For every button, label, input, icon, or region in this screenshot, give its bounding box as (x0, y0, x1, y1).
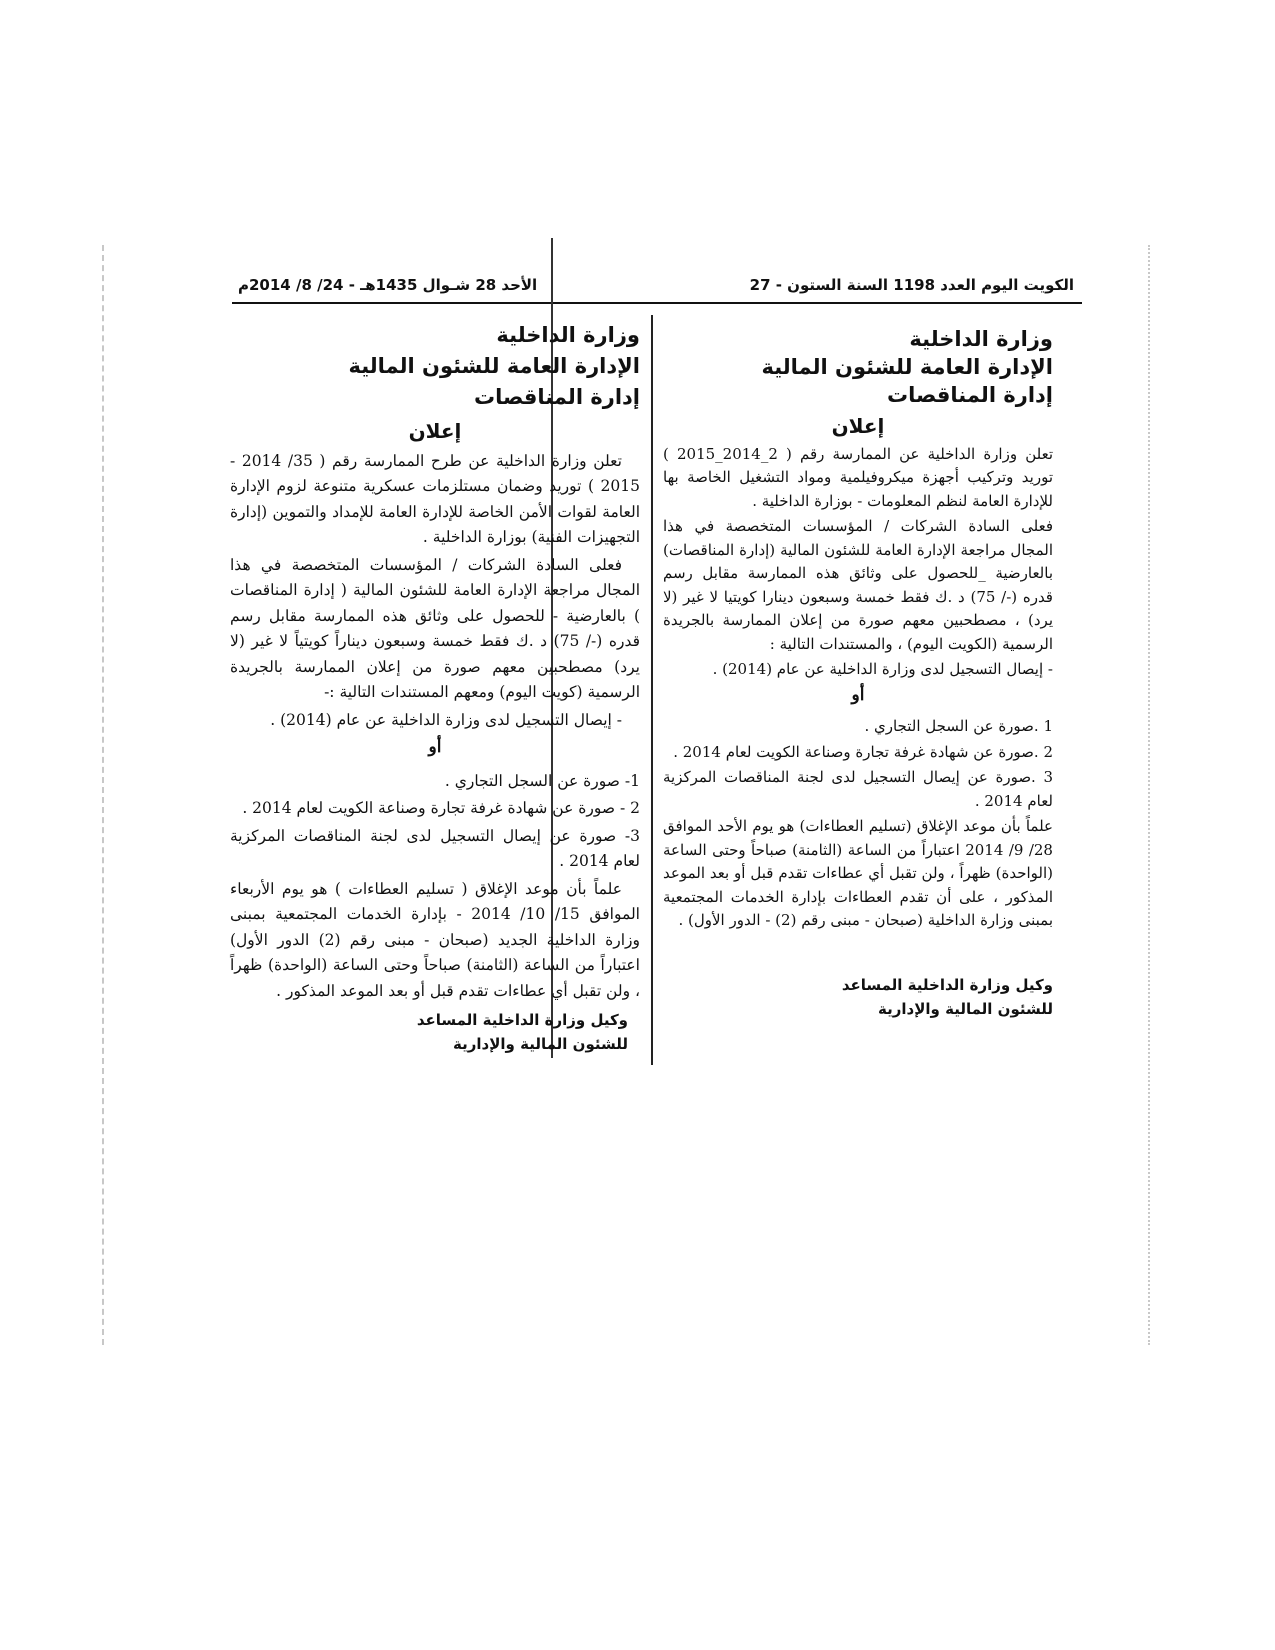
closing-notice: علماً بأن موعد الإغلاق (تسليم العطاءات) هو يوم الأحد الموافق 28/ 9/ 2014 اعتباراً من الساعة (الثامنة) صباحاً وحتى الساعة (الواحدة) ظهراً ، ولن تقبل أي عطاءات تقدم قبل أو بعد الموعد المذكور ، على أن تقدم العطاءات بإدارة الخدمات المجتمعية بمبنى وزارة الداخلية (صبحان - مبنى رقم (2) - الدور الأول) . (663, 817, 1053, 929)
column-divider-secondary (651, 315, 653, 1065)
section-name: إدارة المناقصات (886, 383, 1053, 407)
announcement-title: إعلان (831, 414, 885, 438)
document-item: 1 .صورة عن السجل التجاري . (864, 717, 1053, 735)
or-separator: أو (428, 737, 442, 757)
announcement-right (663, 325, 1053, 1021)
announcement-intro: تعلن وزارة الداخلية عن الممارسة رقم ( 2_2014_2015 ) توريد وتركيب أجهزة ميكروفيلمية ومواد التشغيل الخاصة بها للإدارة العامة لنظم المعلومات - بوزارة الداخلية . (663, 444, 1054, 510)
scan-edge-left (102, 245, 104, 1345)
closing-notice: علماً بأن موعد الإغلاق ( تسليم العطاءات ) هو يوم الأربعاء الموافق 15/ 10/ 2014 - بإدارة الخدمات المجتمعية بمبنى وزارة الداخلية الجديد (صبحان - مبنى رقم (2) الدور الأول) اعتباراً من الساعة (الثامنة) صباحاً وحتى الساعة (الواحدة) ظهراً ، ولن تقبل أي عطاءات تقدم قبل أو بعد الموعد المذكور . (230, 879, 640, 1000)
announcement-left-heading (230, 320, 640, 413)
document-item: 2 - صورة عن شهادة غرفة تجارة وصناعة الكويت لعام 2014 . (242, 799, 640, 817)
header-date: الأحد 28 شـوال 1435هـ - 24/ 8/ 2014م (238, 276, 538, 294)
announcement-body: فعلى السادة الشركات / المؤسسات المتخصصة في هذا المجال مراجعة الإدارة العامة للشئون المالية (إدارة المناقصات) بالعارضية _للحصول على وثائق هذه الممارسة مقابل رسم قدره (-/ 75) د .ك فقط خمسة وسبعون دينارا كويتيا لا غير (لا يرد) ، مصطحبين معهم صورة من إعلان الممارسة بالجريدة الرسمية (الكويت اليوم) ، والمستندات التالية : (663, 517, 1053, 653)
document-item: 3- صورة عن إيصال التسجيل لدى لجنة المناقصات المركزية لعام 2014 . (230, 826, 640, 870)
signature-subtitle: للشئون المالية والإدارية (453, 1035, 628, 1053)
signature-title: وكيل وزارة الداخلية المساعد (416, 1011, 628, 1029)
scan-edge-right (1148, 245, 1150, 1345)
registration-requirement: - إيصال التسجيل لدى وزارة الداخلية عن عام (2014) . (270, 710, 622, 729)
announcement-body: فعلى السادة الشركات / المؤسسات المتخصصة في هذا المجال مراجعة الإدارة العامة للشئون المالية ( إدارة المناقصات ) بالعارضية - للحصول على وثائق هذه الممارسة مقابل رسم قدره (-/ 75) د .ك فقط خمسة وسبعون ديناراً كويتياً لا غير (لا يرد) مصطحبين معهم صورة من إعلان الممارسة بالجريدة الرسمية (كويت اليوم) ومعهم المستندات التالية :- (230, 555, 640, 701)
document-item: 1- صورة عن السجل التجاري . (444, 771, 640, 790)
announcement-title: إعلان (408, 419, 462, 443)
ministry-name: وزارة الداخلية (496, 323, 640, 347)
section-name: إدارة المناقصات (473, 385, 640, 409)
signature-subtitle: للشئون المالية والإدارية (878, 999, 1053, 1018)
signature-block (663, 973, 1053, 1021)
signature-title: وكيل وزارة الداخلية المساعد (841, 975, 1053, 994)
running-header (232, 272, 1082, 304)
announcement-left (230, 320, 640, 1056)
header-publication-info: الكويت اليوم العدد 1198 السنة الستون - 27 (749, 276, 1074, 294)
signature-block (230, 1008, 640, 1056)
registration-requirement: - إيصال التسجيل لدى وزارة الداخلية عن عام (2014) . (712, 660, 1053, 678)
or-separator: أو (851, 684, 865, 705)
department-name: الإدارة العامة للشئون المالية (761, 355, 1053, 379)
document-item: 3 .صورة عن إيصال التسجيل لدى لجنة المناقصات المركزية لعام 2014 . (663, 768, 1053, 810)
document-item: 2 .صورة عن شهادة غرفة تجارة وصناعة الكويت لعام 2014 . (673, 742, 1053, 761)
announcement-right-heading (663, 325, 1053, 409)
department-name: الإدارة العامة للشئون المالية (348, 354, 640, 378)
ministry-name: وزارة الداخلية (909, 327, 1053, 351)
announcement-intro: تعلن وزارة الداخلية عن طرح الممارسة رقم ( 35/ 2014 - 2015 ) توريد وضمان مستلزمات عسكرية متنوعة لزوم الإدارة العامة لقوات الأمن الخاصة للإدارة العامة للإمداد والتموين (إدارة التجهيزات الفنية) بوزارة الداخلية . (230, 451, 640, 546)
